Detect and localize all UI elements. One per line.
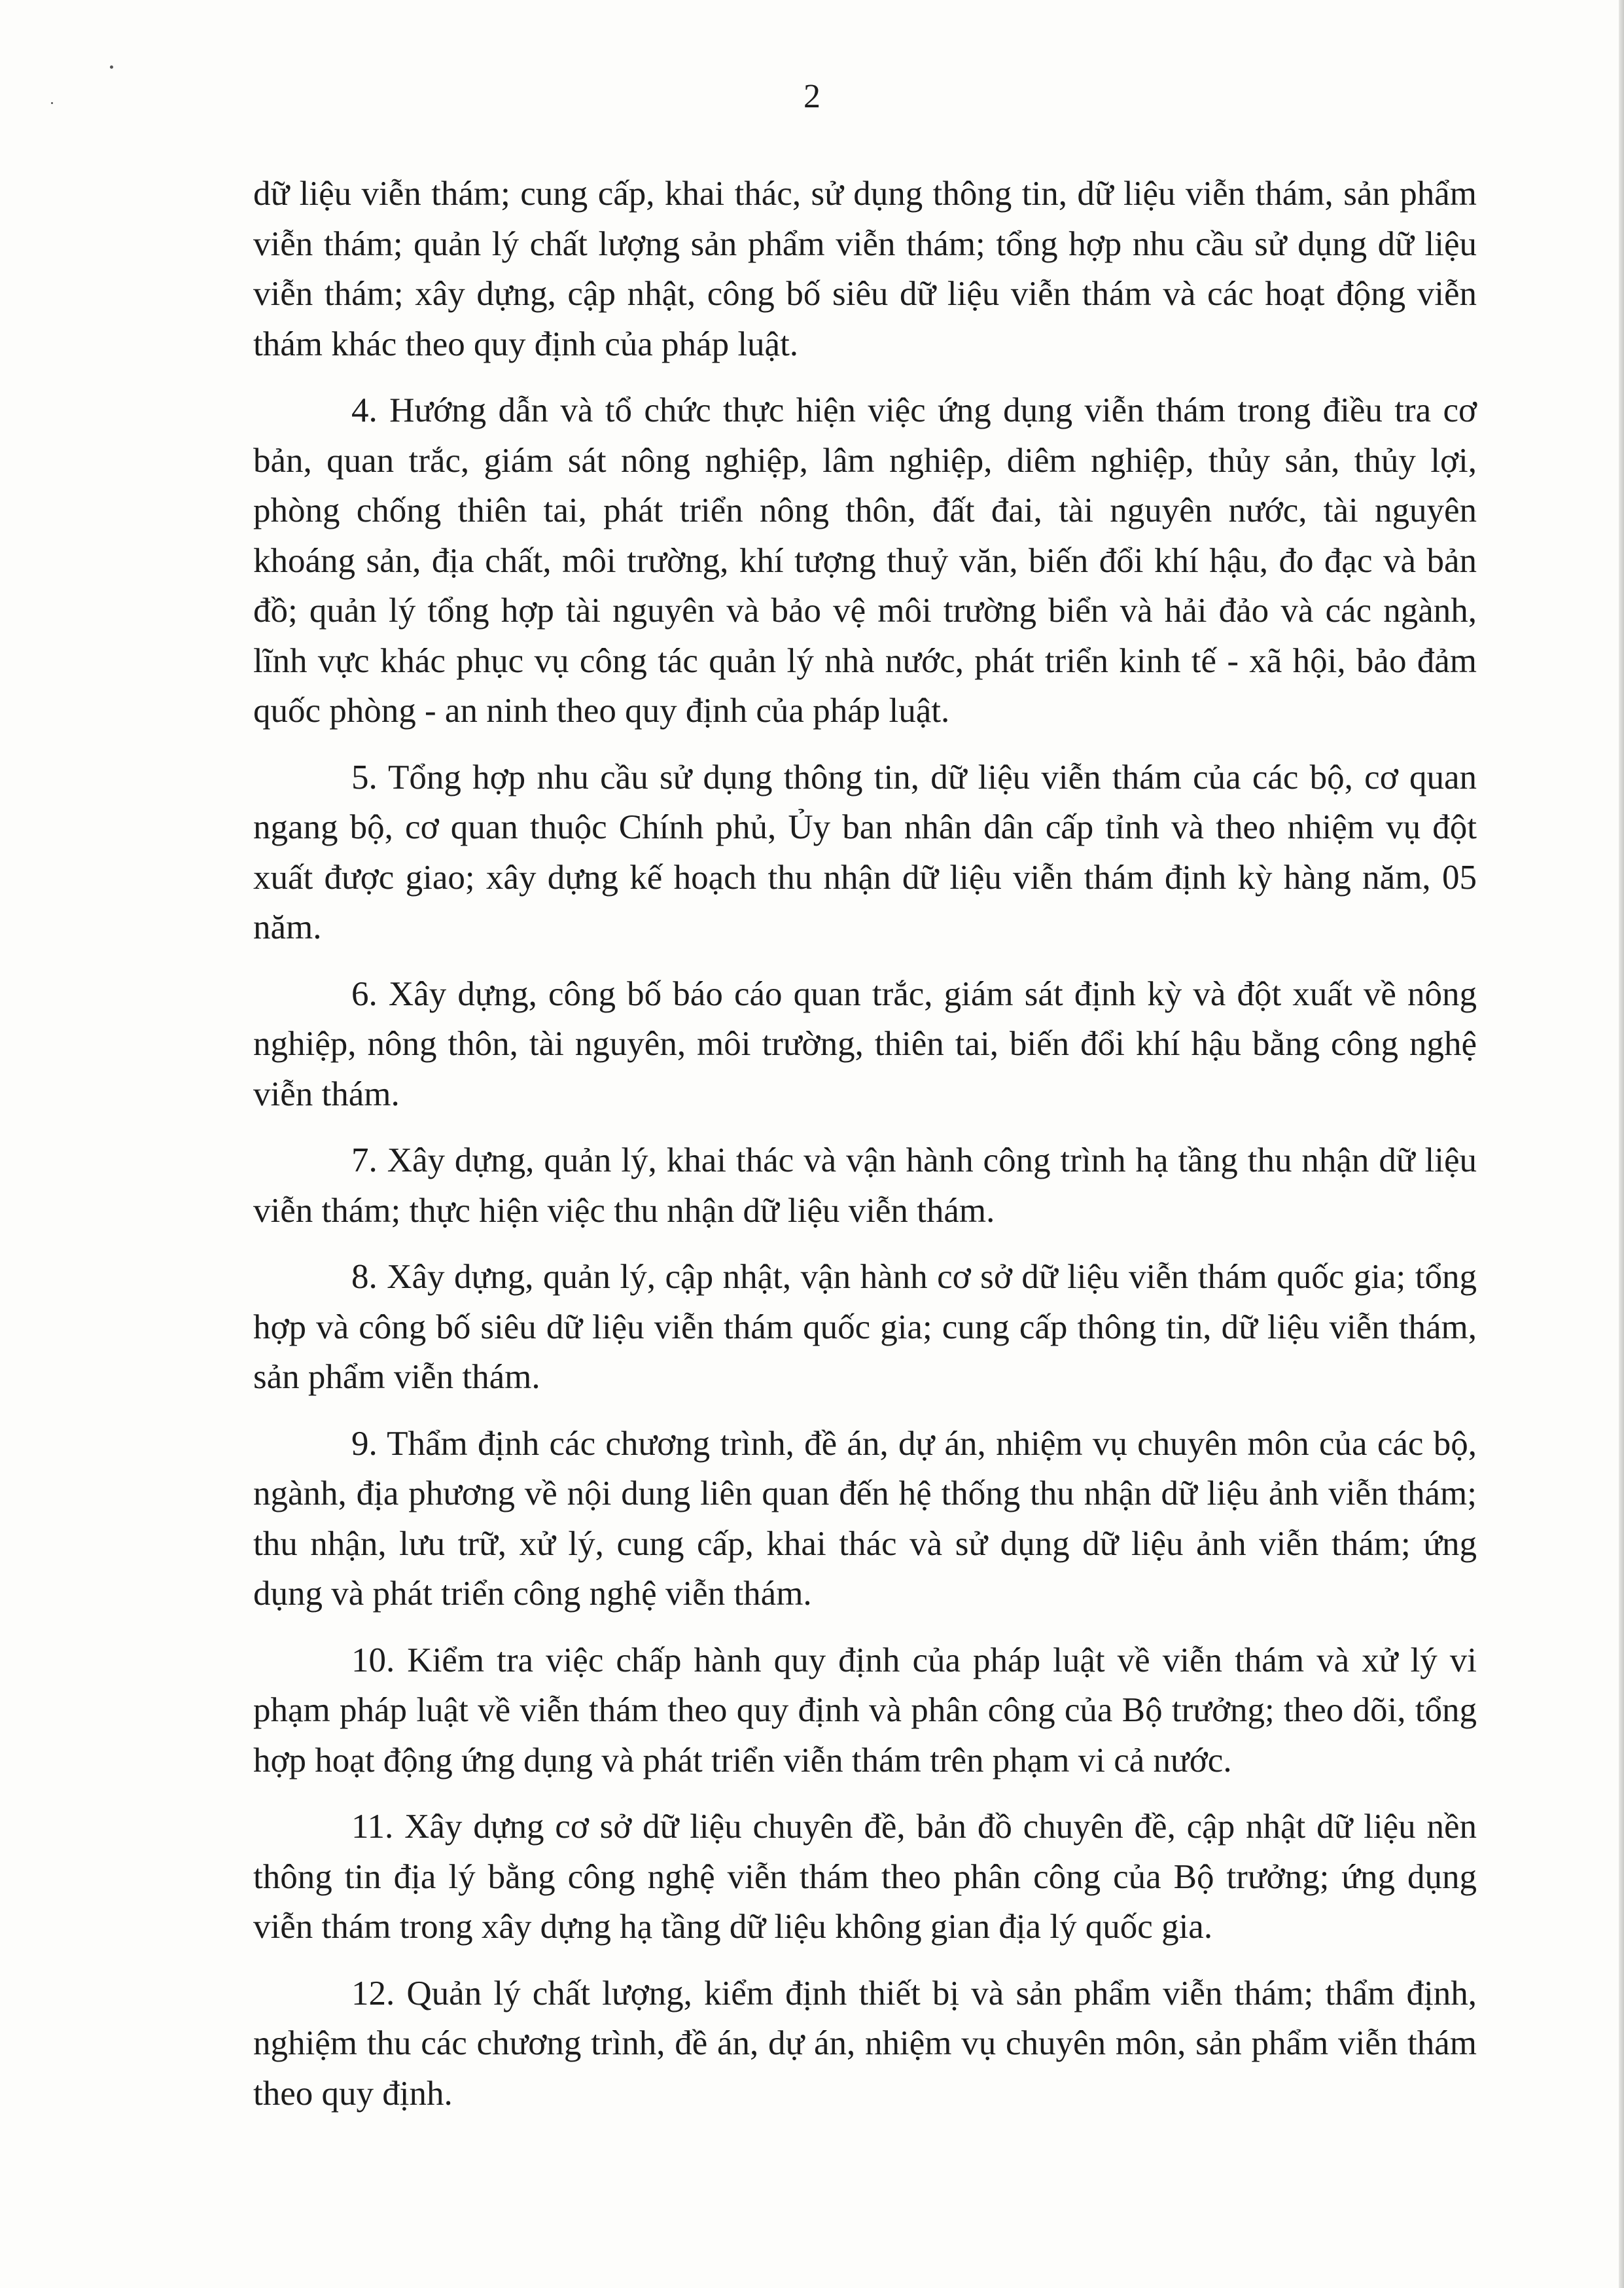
scan-speck	[110, 65, 113, 69]
paragraph-continuation: dữ liệu viễn thám; cung cấp, khai thác, sử dụng thông tin, dữ liệu viễn thám, sản phẩm viễn thám; quản lý chất lượng sản phẩm viễn thám; tổng hợp nhu cầu sử dụng dữ liệu viễn thám; xây dựng, cập nhật, công bố siêu dữ liệu viễn thám và các hoạt động viễn thám khác theo quy định của pháp luật.	[253, 175, 1477, 363]
paragraph-item-9: 9. Thẩm định các chương trình, đề án, dự án, nhiệm vụ chuyên môn của các bộ, ngành, địa phương về nội dung liên quan đến hệ thống thu nhận dữ liệu ảnh viễn thám; thu nhận, lưu trữ, xử lý, cung cấp, khai thác và sử dụng dữ liệu ảnh viễn thám; ứng dụng và phát triển công nghệ viễn thám.	[253, 1424, 1477, 1613]
paragraph-item-12: 12. Quản lý chất lượng, kiểm định thiết bị và sản phẩm viễn thám; thẩm định, nghiệm thu các chương trình, đề án, dự án, nhiệm vụ chuyên môn, sản phẩm viễn thám theo quy định.	[253, 1974, 1477, 2113]
paragraph-item-8: 8. Xây dựng, quản lý, cập nhật, vận hành cơ sở dữ liệu viễn thám quốc gia; tổng hợp và công bố siêu dữ liệu viễn thám quốc gia; cung cấp thông tin, dữ liệu viễn thám, sản phẩm viễn thám.	[253, 1258, 1477, 1396]
page-number: 2	[803, 78, 821, 115]
paragraph-item-5: 5. Tổng hợp nhu cầu sử dụng thông tin, dữ liệu viễn thám của các bộ, cơ quan ngang bộ, cơ quan thuộc Chính phủ, Ủy ban nhân dân cấp tỉnh và theo nhiệm vụ đột xuất được giao; xây dựng kế hoạch thu nhận dữ liệu viễn thám định kỳ hàng năm, 05 năm.	[253, 758, 1477, 946]
scan-edge	[1619, 0, 1624, 2288]
paragraph-item-6: 6. Xây dựng, công bố báo cáo quan trắc, giám sát định kỳ và đột xuất về nông nghiệp, nông thôn, tài nguyên, môi trường, thiên tai, biến đổi khí hậu bằng công nghệ viễn thám.	[253, 974, 1477, 1113]
paragraph-item-4: 4. Hướng dẫn và tổ chức thực hiện việc ứng dụng viễn thám trong điều tra cơ bản, quan trắc, giám sát nông nghiệp, lâm nghiệp, diêm nghiệp, thủy sản, thủy lợi, phòng chống thiên tai, phát triển nông thôn, đất đai, tài nguyên nước, tài nguyên khoáng sản, địa chất, môi trường, khí tượng thuỷ văn, biến đổi khí hậu, đo đạc và bản đồ; quản lý tổng hợp tài nguyên và bảo vệ môi trường biển và hải đảo và các ngành, lĩnh vực khác phục vụ công tác quản lý nhà nước, phát triển kinh tế - xã hội, bảo đảm quốc phòng - an ninh theo quy định của pháp luật.	[253, 391, 1477, 730]
paragraph-item-11: 11. Xây dựng cơ sở dữ liệu chuyên đề, bản đồ chuyên đề, cập nhật dữ liệu nền thông tin địa lý bằng công nghệ viễn thám theo phân công của Bộ trưởng; ứng dụng viễn thám trong xây dựng hạ tầng dữ liệu không gian địa lý quốc gia.	[253, 1808, 1477, 1946]
paragraph-item-10: 10. Kiểm tra việc chấp hành quy định của pháp luật về viễn thám và xử lý vi phạm pháp luật về viễn thám theo quy định và phân công của Bộ trưởng; theo dõi, tổng hợp hoạt động ứng dụng và phát triển viễn thám trên phạm vi cả nước.	[253, 1641, 1477, 1779]
document-body	[253, 169, 1477, 2135]
paragraph-item-7: 7. Xây dựng, quản lý, khai thác và vận hành công trình hạ tầng thu nhận dữ liệu viễn thám; thực hiện việc thu nhận dữ liệu viễn thám.	[253, 1141, 1477, 1230]
